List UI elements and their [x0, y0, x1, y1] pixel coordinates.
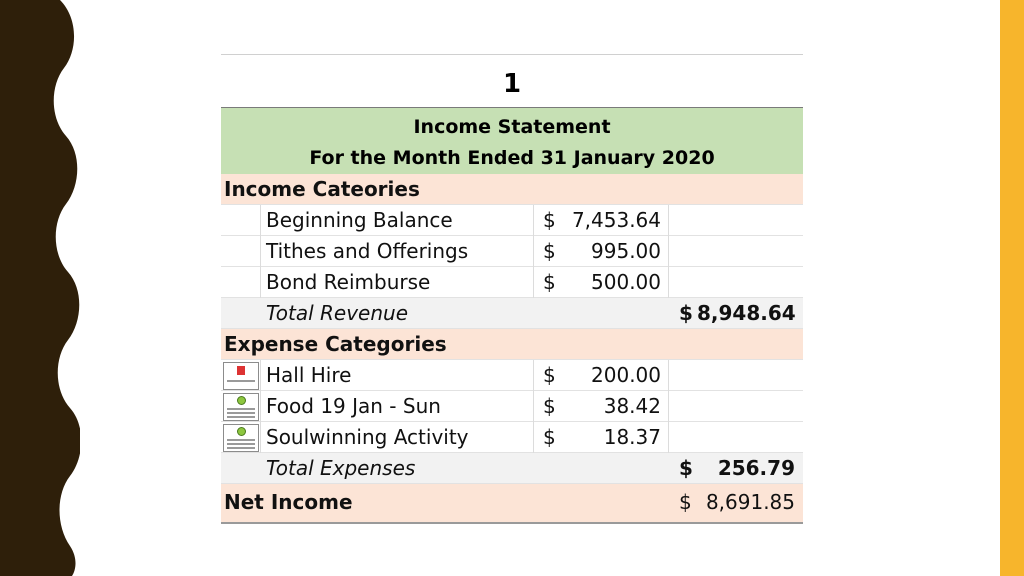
line-item-amount: 500.00: [591, 270, 661, 294]
total-revenue-label: Total Revenue: [266, 301, 408, 325]
table-row: [221, 236, 803, 267]
total-revenue-row: [221, 298, 803, 329]
currency-symbol: $: [543, 208, 556, 232]
net-income-label: Net Income: [224, 490, 353, 514]
line-item-label: Food 19 Jan - Sun: [266, 394, 441, 418]
line-item-amount: 18.37: [603, 425, 661, 449]
total-expenses-amount: 256.79: [717, 456, 795, 480]
line-item-label: Beginning Balance: [266, 208, 453, 232]
page-number: 1: [502, 69, 522, 99]
total-expenses-row: [221, 453, 803, 484]
line-item-amount: 200.00: [591, 363, 661, 387]
currency-symbol: $: [543, 239, 556, 263]
table-row: [221, 360, 803, 391]
income-section-heading-row: [221, 174, 803, 205]
table-row: [221, 422, 803, 453]
table-bottom-border: [221, 522, 803, 524]
table-row: [221, 205, 803, 236]
income-section-heading: Income Cateories: [224, 177, 420, 201]
image-file-icon[interactable]: [223, 393, 259, 421]
currency-symbol: $: [543, 270, 556, 294]
currency-symbol: $: [679, 301, 693, 325]
line-item-amount: 38.42: [603, 394, 661, 418]
expense-section-heading-row: [221, 329, 803, 360]
pdf-file-icon[interactable]: [223, 362, 259, 390]
image-file-icon[interactable]: [223, 424, 259, 452]
currency-symbol: $: [543, 363, 556, 387]
statement-header: [221, 108, 803, 174]
currency-symbol: $: [679, 490, 692, 514]
table-row: [221, 391, 803, 422]
accent-sidebar: [1000, 0, 1024, 576]
expense-section-heading: Expense Categories: [224, 332, 447, 356]
income-statement-sheet: [221, 54, 803, 523]
wavy-border-decoration: [0, 0, 80, 576]
line-item-amount: 995.00: [591, 239, 661, 263]
currency-symbol: $: [543, 425, 556, 449]
net-income-row: [221, 484, 803, 522]
line-item-label: Tithes and Offerings: [266, 239, 469, 263]
currency-symbol: $: [543, 394, 556, 418]
line-item-label: Hall Hire: [266, 363, 352, 387]
total-revenue-amount: 8,948.64: [697, 301, 796, 325]
net-income-amount: 8,691.85: [705, 490, 795, 514]
line-item-label: Bond Reimburse: [266, 270, 431, 294]
statement-period: For the Month Ended 31 January 2020: [309, 147, 715, 169]
statement-title: Income Statement: [413, 116, 611, 138]
line-item-label: Soulwinning Activity: [266, 425, 469, 449]
currency-symbol: $: [679, 456, 693, 480]
total-expenses-label: Total Expenses: [266, 456, 416, 480]
table-row: [221, 267, 803, 298]
page-number-row: [221, 55, 803, 108]
line-item-amount: 7,453.64: [571, 208, 661, 232]
